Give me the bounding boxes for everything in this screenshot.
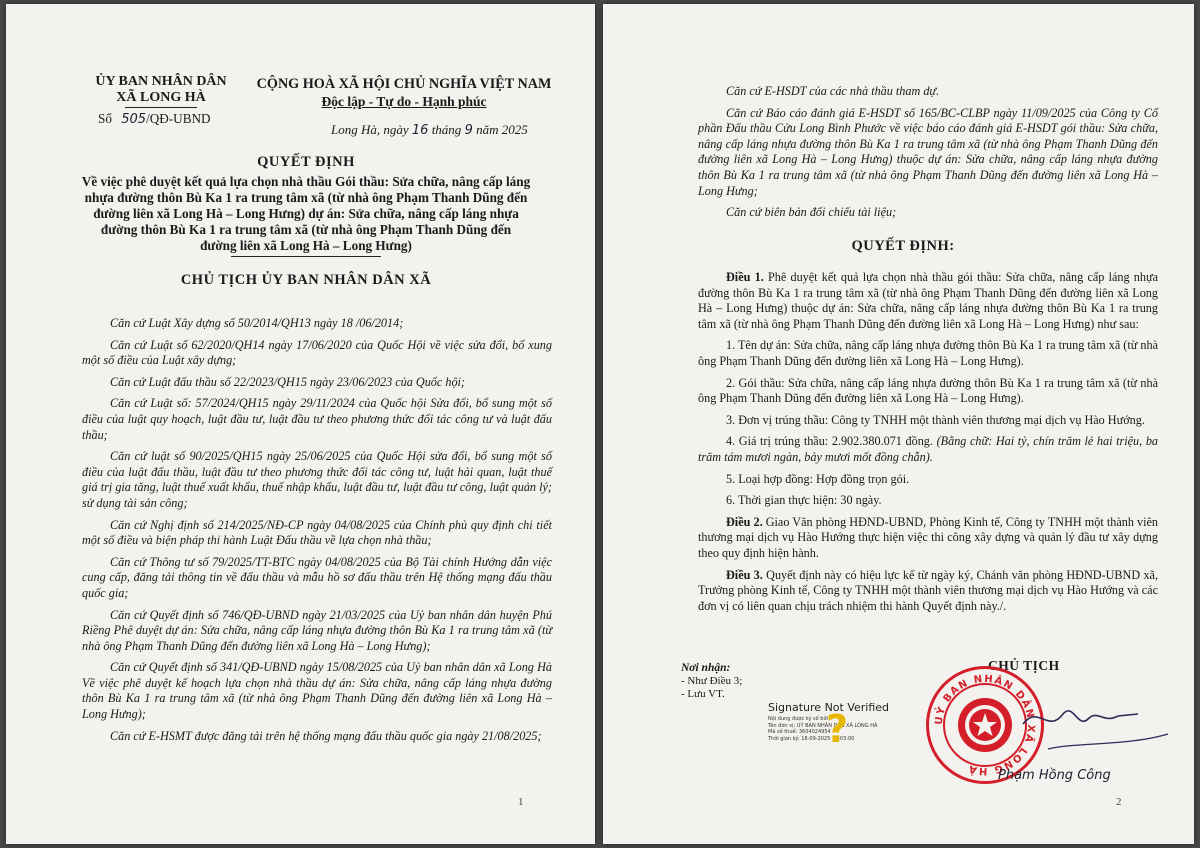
article-1: Điều 1. Phê duyệt kết quả lựa chọn nhà thầu gói thầu: Sửa chữa, nâng cấp láng nhựa đường thôn Bù Ka 1 ra trung tâm xã (từ nhà ông Phạm Thanh Dũng đến đường liên xã Long Hà – Long Hưng) thuộc dự án: Sửa chữa, nâng cấp láng nhựa đường thôn Bù Ka 1 ra trung tâm xã (từ nhà ông Phạm Thanh Dũng đến đường liên xã Long Hà – Long Hưng) như sau:	[698, 270, 1159, 331]
signature-detail-line: Tên đơn vị: UỶ BAN NHÂN DÂN XÃ LONG HÀ	[768, 722, 878, 729]
recipients	[681, 662, 742, 701]
subject-underline	[231, 256, 381, 257]
subject-line: đường liên xã Long Hà – Long Hưng)	[200, 238, 412, 253]
signer-name: Phạm Hồng Công	[998, 768, 1111, 783]
question-mark-icon: ?	[826, 707, 849, 751]
date-mid: tháng	[431, 122, 462, 137]
national-title: CỘNG HOÀ XÃ HỘI CHỦ NGHĨA VIỆT NAM	[256, 76, 552, 92]
issuing-authority: CHỦ TỊCH ỦY BAN NHÂN DÂN XÃ	[180, 272, 432, 288]
signature-detail-line: Thời gian ký: 18-09-2025 10:03:00	[768, 735, 855, 742]
date-day: 16	[411, 123, 429, 138]
org-line-2: XÃ LONG HÀ	[116, 90, 206, 105]
basis-item: Căn cứ E-HSDT của các nhà thầu tham dự.	[726, 84, 940, 98]
document-page-1	[6, 4, 595, 844]
date-suffix: năm 2025	[476, 122, 528, 137]
legal-bases	[82, 316, 552, 750]
subject-line: Về việc phê duyệt kết quả lựa chọn nhà thầu Gói thầu: Sửa chữa, nâng cấp láng	[81, 174, 531, 189]
article-1-item-5: 5. Loại hợp đồng: Hợp đồng trọn gói.	[726, 471, 910, 486]
basis-item: Căn cứ Luật số 62/2020/QH14 ngày 17/06/2020 của Quốc Hội về việc sửa đổi, bổ xung một số điều của Luật xây dựng;	[82, 337, 552, 368]
article-3: Điều 3. Quyết định này có hiệu lực kể từ ngày ký, Chánh văn phòng HĐND-UBND xã, Trưởng phòng Kinh tế, Công ty TNHH một thành viên thương mại dịch vụ Hào Hướng và các đơn vị có liên quan chịu trách nhiệm thi hành Quyết định này./.	[698, 567, 1159, 613]
basis-item: Căn cứ E-HSMT được đăng tải trên hệ thống mạng đấu thầu quốc gia ngày 21/08/2025;	[110, 728, 542, 743]
legal-bases-continued	[698, 84, 1158, 227]
page-number: 2	[1116, 796, 1122, 808]
article-1-item-4: 4. Giá trị trúng thầu: 2.902.380.071 đồng. (Bằng chữ: Hai tỷ, chín trăm lẻ hai triệu, ba trăm tám mươi ngàn, bảy mươi mốt đồng chẵn).	[698, 434, 1159, 464]
basis-item: Căn cứ Thông tư số 79/2025/TT-BTC ngày 04/08/2025 của Bộ Tài chính Hướng dẫn việc cung cấp, đăng tải thông tin về đấu thầu và mẫu hồ sơ đấu thầu trên Hệ thống mạng đấu thầu quốc gia;	[82, 554, 552, 600]
recipient-item: - Lưu VT.	[681, 688, 725, 700]
page-number: 1	[518, 796, 524, 808]
issuing-org	[66, 74, 256, 108]
basis-item: Căn cứ Quyết định số 341/QĐ-UBND ngày 15/08/2025 của Uỷ ban nhân dân xã Long Hà Về việc phê duyệt kế hoạch lựa chọn nhà thầu dự án: Sửa chữa, nâng cấp láng nhựa đường thôn Bù Ka 1 ra trung tâm xã (từ nhà ông Phạm Thanh Dũng đến đường liên xã Long Hà – Long Hưng);	[82, 660, 552, 722]
basis-item: Căn cứ Quyết định số 746/QĐ-UBND ngày 21/03/2025 của Uỷ ban nhân dân huyện Phú Riềng Phê duyệt dự án: Sửa chữa, nâng cấp láng nhựa đường thôn Bù Ka 1 ra trung tâm xã (từ nhà ông Phạm Thanh Dũng đến đường liên xã Long Hà – Long Hưng);	[82, 607, 552, 653]
recipient-item: - Như Điều 3;	[681, 675, 743, 687]
org-line-1: ỦY BAN NHÂN DÂN	[95, 74, 227, 89]
article-1-item-6: 6. Thời gian thực hiện: 30 ngày.	[726, 493, 882, 508]
subject-line: nhựa đường thôn Bù Ka 1 ra trung tâm xã (từ nhà ông Phạm Thanh Dũng đến	[84, 190, 528, 205]
national-motto: Độc lập - Tự do - Hạnh phúc	[321, 94, 487, 109]
document-type: QUYẾT ĐỊNH	[257, 154, 355, 170]
basis-item: Căn cứ luật số 90/2025/QH15 ngày 25/06/2025 của Quốc Hội sửa đổi, bổ sung một số điều của luật đấu thầu, luật đầu tư theo phương thức đối tác công tư, luật hải quan, luật thuế giá trị gia tăng, luật thuế xuất khẩu, thuế nhập khẩu, luật đầu tư, luật đầu tư công, luật quản lý; sử dụng tài sản công;	[82, 449, 552, 510]
basis-item: Căn cứ Luật Xây dựng số 50/2014/QH13 ngày 18 /06/2014;	[110, 316, 404, 330]
article-2: Điều 2. Giao Văn phòng HĐND-UBND, Phòng Kinh tế, Công ty TNHH một thành viên thương mại dịch vụ Hào Hướng thực hiện việc thi công xây dựng và quản lý đầu tư xây dựng theo quy định hiện hành.	[698, 514, 1159, 560]
decision-articles	[698, 270, 1158, 620]
article-1-item-2: 2. Gói thầu: Sửa chữa, nâng cấp láng nhựa đường thôn Bù Ka 1 ra trung tâm xã (từ nhà ông Phạm Thanh Dũng đến đường liên xã Long Hà – Long Hưng).	[698, 375, 1158, 406]
recipients-label: Nơi nhận:	[681, 662, 731, 674]
basis-item: Căn cứ Nghị định số 214/2025/NĐ-CP ngày 04/08/2025 của Chính phủ quy định chi tiết một số điều và biện pháp thi hành Luật Đấu thầu về lựa chọn nhà thầu;	[82, 517, 552, 548]
date-prefix: Long Hà, ngày	[331, 122, 409, 137]
subject-line: đường thôn Bù Ka 1 ra trung tâm xã (từ nhà ông Phạm Thanh Dũng đến	[100, 222, 512, 237]
subject-line: đường liên xã Long Hà – Long Hưng) dự án: Sửa chữa, nâng cấp láng nhựa	[93, 206, 519, 221]
decision-heading: QUYẾT ĐỊNH:	[851, 238, 955, 254]
signer-title: CHỦ TỊCH	[988, 658, 1060, 673]
signature-status: Signature Not Verified	[768, 701, 890, 714]
org-underline	[125, 107, 197, 108]
digital-signature-block	[768, 701, 918, 751]
basis-item: Căn cứ Luật đấu thầu số 22/2023/QH15 ngày 23/06/2023 của Quốc hội;	[110, 374, 465, 389]
signature-detail-line: Nội dung được ký số bởi	[768, 716, 828, 722]
date-month: 9	[464, 123, 473, 138]
issue-date	[331, 122, 528, 138]
basis-item: Căn cứ Báo cáo đánh giá E-HSDT số 165/BC-CLBP ngày 11/09/2025 của Công ty Cổ phần Đấu thầu Cửu Long Bình Phước về việc báo cáo đánh giá E-HSDT gói thầu: Sửa chữa, nâng cấp láng nhựa đường thôn Bù Ka 1 ra trung tâm xã (từ nhà ông Phạm Thanh Dũng đến đường liên xã Long Hà – Long Hưng) thuộc dự án: Sửa chữa, nâng cấp láng nhựa đường thôn Bù Ka 1 ra trung tâm xã (từ nhà ông Phạm Thanh Dũng đến đường liên xã Long Hà – Long Hưng;	[698, 105, 1158, 198]
handwritten-signature-icon	[1018, 694, 1178, 774]
document-subject	[46, 174, 566, 257]
article-1-item-3: 3. Đơn vị trúng thầu: Công ty TNHH một thành viên thương mại dịch vụ Hào Hướng.	[726, 412, 1145, 427]
basis-item: Căn cứ biên bản đối chiếu tài liệu;	[726, 205, 897, 220]
document-page-2	[603, 4, 1194, 844]
number-suffix: /QĐ-UBND	[146, 111, 211, 126]
article-1-item-1: 1. Tên dự án: Sửa chữa, nâng cấp láng nhựa đường thôn Bù Ka 1 ra trung tâm xã (từ nhà ông Phạm Thanh Dũng đến đường liên xã Long Hà – Long Hưng).	[698, 338, 1158, 368]
number-prefix: Số	[98, 111, 112, 126]
document-number	[98, 111, 211, 127]
svg-text:UỶ BAN NHÂN DÂN XÃ LONG HÀ: UỶ BAN NHÂN DÂN XÃ LONG HÀ	[933, 673, 1037, 777]
number-handwritten: 505	[121, 112, 147, 127]
national-emblem-icon	[958, 698, 1012, 752]
signature-detail-line: Mã số thuế: 3604024954	[768, 729, 831, 735]
basis-item: Căn cứ Luật số: 57/2024/QH15 ngày 29/11/2024 của Quốc hội Sửa đổi, bổ sung một số điều của luật quy hoạch, luật đầu tư, luật đầu tư theo phương thức đối tác công tư và luật đấu thầu;	[82, 396, 552, 442]
